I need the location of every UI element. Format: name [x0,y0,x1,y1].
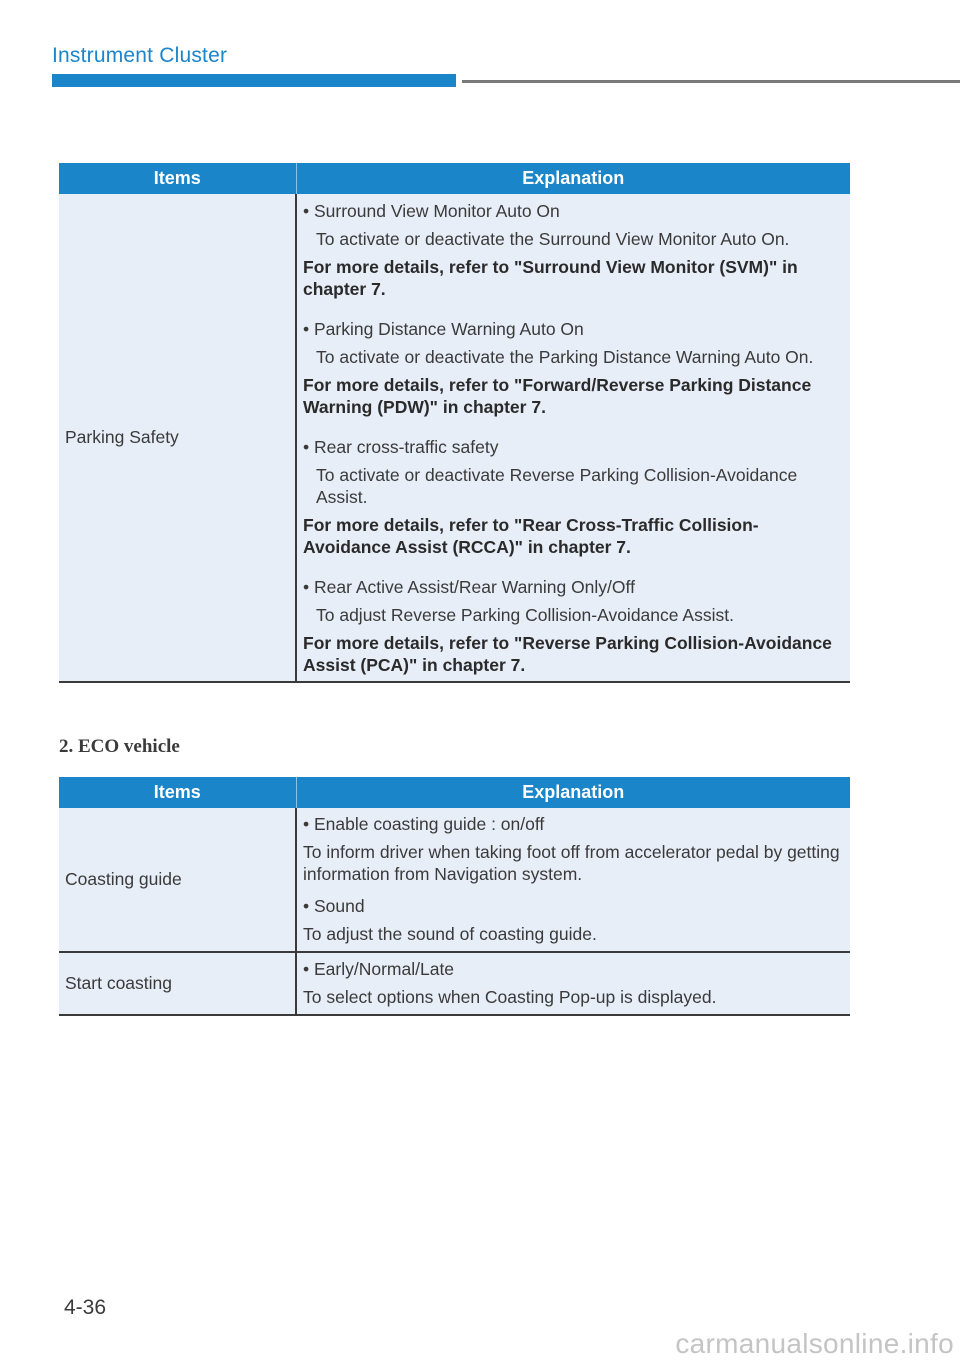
header-explanation: Explanation [296,163,850,194]
list-item [303,200,846,300]
reference-text: For more details, refer to "Surround View Monitor (SVM)" in chapter 7. [303,257,798,299]
bullet-text: • Enable coasting guide : on/off [303,814,545,834]
table-row [59,194,850,682]
table-row [59,808,850,952]
bullet-text: • Sound [303,896,365,916]
table-header-row [59,777,850,808]
header-rule [462,80,960,83]
parking-safety-table [59,163,850,683]
header-items: Items [59,163,296,194]
row-item-parking-safety: Parking Safety [59,194,296,682]
bullet-text: • Early/Normal/Late [303,959,455,979]
table-row [59,952,850,1015]
watermark: carmanualsonline.info [675,1328,954,1359]
bullet-text: • Rear cross-traffic safety [303,437,499,457]
description-text: To activate or deactivate the Surround View Monitor Auto On. [316,229,790,249]
list-item [303,576,846,676]
row-explanation [296,194,850,682]
bullet-text: • Surround View Monitor Auto On [303,201,560,221]
description-text: To adjust the sound of coasting guide. [303,924,597,944]
table-header-row [59,163,850,194]
list-item [303,318,846,418]
list-item [303,436,846,558]
eco-vehicle-table [59,777,850,1016]
subsection-heading: 2. ECO vehicle [59,736,180,757]
description-text: To activate or deactivate the Parking Distance Warning Auto On. [316,347,814,367]
row-explanation [296,808,850,952]
header-rule-accent [52,74,456,87]
description-text: To activate or deactivate Reverse Parking Collision-Avoidance Assist. [316,465,798,507]
description-text: To inform driver when taking foot off from accelerator pedal by getting information from Navigation system. [303,842,840,884]
header-explanation: Explanation [296,777,850,808]
reference-text: For more details, refer to "Forward/Reverse Parking Distance Warning (PDW)" in chapter 7. [303,375,812,417]
reference-text: For more details, refer to "Reverse Parking Collision-Avoidance Assist (PCA)" in chapter 7. [303,633,832,675]
description-text: To adjust Reverse Parking Collision-Avoidance Assist. [316,605,734,625]
header-items: Items [59,777,296,808]
bullet-text: • Rear Active Assist/Rear Warning Only/Off [303,577,635,597]
row-explanation [296,952,850,1015]
row-item-coasting-guide: Coasting guide [59,808,296,952]
description-text: To select options when Coasting Pop-up is displayed. [303,987,717,1007]
reference-text: For more details, refer to "Rear Cross-Traffic Collision-Avoidance Assist (RCCA)" in chapter 7. [303,515,759,557]
row-item-start-coasting: Start coasting [59,952,296,1015]
bullet-text: • Parking Distance Warning Auto On [303,319,584,339]
section-title: Instrument Cluster [52,44,228,67]
page-number: 4-36 [64,1296,107,1319]
